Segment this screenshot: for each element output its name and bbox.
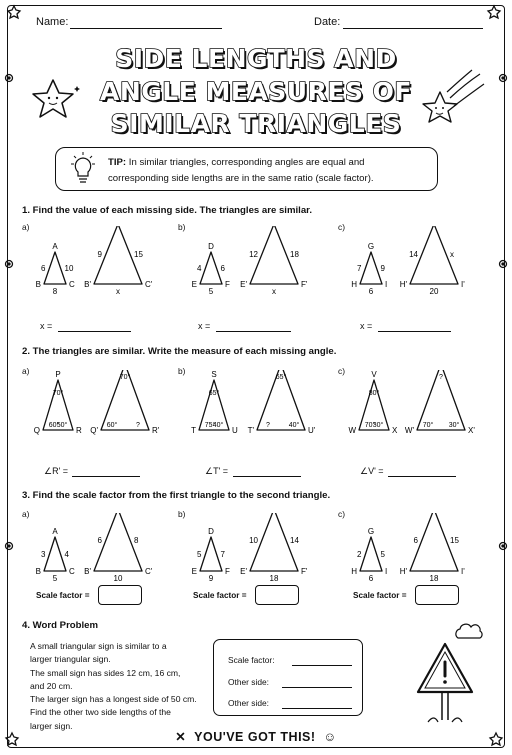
q3-small-side-right: 7: [220, 550, 225, 559]
cloud-icon: [450, 622, 490, 642]
scale-factor-answer-line[interactable]: [292, 665, 352, 666]
q3-large-side-right: 15: [450, 536, 459, 545]
smiley-icon: ☺: [315, 730, 337, 744]
q1-small-vertex-right: F: [225, 280, 230, 289]
q2-small-angle-right: 40°: [212, 422, 224, 429]
q1-answer-line[interactable]: [378, 331, 451, 332]
q2-large-angle-top: 65°: [275, 374, 287, 381]
q2-small-vertex-left: W: [348, 426, 356, 435]
shooting-star-icon: [420, 66, 490, 136]
q2-large-angle-top: 70°: [119, 374, 131, 381]
q3-large-side-right: 8: [134, 536, 139, 545]
q1-large-vertex-left: H': [399, 280, 407, 289]
q1-large-side-left: 12: [249, 250, 258, 259]
q1-small-vertex-left: E: [191, 280, 197, 289]
q2-small-vertex-right: X: [392, 426, 398, 435]
q1-answer-label: x =: [40, 321, 53, 331]
other-side-label: Other side:: [228, 698, 269, 708]
q1-large-vertex-right: F': [301, 280, 308, 289]
q2-large-angle-right: 30°: [448, 422, 460, 429]
q3-large-side-bottom: 10: [113, 574, 123, 583]
q2-large-angle-right: 40°: [288, 422, 300, 429]
q2-small-angle-top: 70°: [52, 390, 64, 397]
q1-small-vertex-right: C: [69, 280, 75, 289]
q2-answer-line[interactable]: [233, 476, 301, 477]
q3-small-vertex-top: A: [52, 527, 58, 536]
q3-scale-factor-label: Scale factor =: [353, 591, 407, 600]
q2-large-angle-top: ?: [439, 374, 443, 381]
word-problem-line: The larger sign has a longest side of 50 cm.: [30, 694, 197, 705]
q3-small-vertex-left: B: [35, 567, 41, 576]
q3-part-diagram: [178, 513, 328, 593]
q2-small-angle-left: 75°: [204, 422, 216, 429]
q3-large-side-right: 14: [290, 536, 299, 545]
q3-part-letter: a): [22, 509, 30, 519]
footer-banner: [0, 729, 512, 744]
q3-part-letter: c): [338, 509, 345, 519]
q3-small-side-left: 5: [197, 550, 202, 559]
tip-label: TIP:: [108, 157, 127, 168]
q1-small-side-left: 7: [357, 264, 362, 273]
word-problem-line: The small sign has sides 12 cm, 16 cm,: [30, 667, 181, 678]
q2-large-vertex-left: Q': [90, 426, 98, 435]
q2-part-diagram: [178, 370, 328, 450]
q2-part-letter: c): [338, 366, 345, 376]
q1-small-side-right: 10: [64, 264, 74, 273]
q3-small-vertex-top: G: [367, 527, 375, 536]
q1-small-triangle: [360, 252, 382, 284]
q1-large-vertex-right: C': [145, 280, 153, 289]
word-problem-line: A small triangular sign is similar to a: [30, 641, 167, 651]
q2-large-vertex-left: T': [247, 426, 254, 435]
q1-small-vertex-left: H: [351, 280, 357, 289]
word-problem-line: larger triangular sign.: [30, 654, 111, 665]
title-line-2: ANGLE MEASURES OF: [100, 77, 412, 106]
q1-small-side-left: 6: [41, 264, 46, 273]
q1-large-vertex-left: E': [240, 280, 247, 289]
q1-large-side-bottom: x: [272, 287, 276, 296]
q3-scale-factor-label: Scale factor =: [193, 591, 247, 600]
q2-answer-label: ∠V' =: [360, 466, 384, 476]
q3-small-triangle: [200, 537, 222, 571]
q1-answer-line[interactable]: [216, 331, 291, 332]
q1-part-diagram: [178, 226, 328, 306]
lightbulb-icon: [68, 152, 98, 186]
q2-part-letter: b): [178, 366, 186, 376]
q2-small-vertex-right: U: [232, 426, 238, 435]
q3-large-vertex-left: E': [240, 567, 247, 576]
q3-large-vertex-left: H': [399, 567, 407, 576]
q1-small-triangle: [44, 252, 66, 284]
q2-small-vertex-left: T: [191, 426, 196, 435]
q1-large-side-bottom: x: [116, 287, 120, 296]
q3-small-triangle: [44, 537, 66, 571]
q1-large-side-left: 14: [409, 250, 418, 259]
word-problem-line: and 20 cm.: [30, 680, 73, 691]
q1-small-triangle: [200, 252, 222, 284]
q3-part-diagram: [22, 513, 172, 593]
q1-large-vertex-left: B': [84, 280, 91, 289]
word-problem-text: [30, 640, 210, 733]
q1-large-side-left: 9: [97, 250, 102, 259]
q3-large-side-bottom: 18: [269, 574, 279, 583]
q3-part-diagram: [338, 513, 488, 593]
q2-small-angle-right: 50°: [56, 422, 68, 429]
q2-small-vertex-right: R: [76, 426, 82, 435]
q3-small-side-bottom: 6: [368, 574, 374, 583]
name-label: Name:: [36, 16, 69, 28]
q1-answer-label: x =: [198, 321, 211, 331]
q3-part-letter: b): [178, 509, 186, 519]
q1-answer-label: x =: [360, 321, 373, 331]
q2-small-angle-top: 65°: [208, 390, 220, 397]
q1-small-vertex-top: D: [208, 242, 214, 251]
q3-large-side-bottom: 18: [429, 574, 439, 583]
q2-small-vertex-left: Q: [33, 426, 40, 435]
q1-large-vertex-right: I': [461, 280, 465, 289]
date-label: Date:: [314, 16, 341, 28]
q2-large-angle-right: ?: [136, 422, 140, 429]
word-problem-line: Find the other two side lengths of the: [30, 707, 171, 718]
scale-factor-label: Scale factor:: [228, 655, 275, 665]
q3-small-vertex-top: D: [208, 527, 214, 536]
q2-small-angle-left: 60°: [48, 422, 60, 429]
word-problem-line: larger sign.: [30, 720, 73, 731]
q3-scale-factor-box[interactable]: [415, 585, 459, 605]
q2-large-angle-left: ?: [266, 422, 270, 429]
q2-answer-label: ∠R' =: [44, 466, 69, 476]
q2-large-vertex-right: U': [308, 426, 316, 435]
q1-part-letter: a): [22, 222, 30, 232]
footer-text: YOU'VE GOT THIS!: [194, 730, 316, 744]
date-field[interactable]: [343, 28, 483, 29]
q1-small-side-right: 6: [220, 264, 225, 273]
q1-small-side-bottom: 6: [368, 287, 374, 296]
q1-part-letter: b): [178, 222, 186, 232]
q3-heading: 3. Find the scale factor from the first triangle to the second triangle.: [22, 490, 331, 501]
other-side-label: Other side:: [228, 677, 269, 687]
warning-sign-icon: [410, 640, 480, 730]
q2-part-letter: a): [22, 366, 30, 376]
q3-large-vertex-right: I': [461, 567, 465, 576]
q1-small-side-left: 4: [197, 264, 202, 273]
q2-small-angle-right: 30°: [372, 422, 384, 429]
q3-small-side-bottom: 5: [52, 574, 58, 583]
other-side-answer-line[interactable]: [282, 687, 352, 688]
tip-text: [108, 155, 426, 187]
q1-small-vertex-left: B: [35, 280, 41, 289]
q3-small-side-right: 5: [380, 550, 385, 559]
tip-box: [55, 147, 438, 191]
q2-small-vertex-top: P: [55, 370, 61, 379]
q3-small-side-left: 2: [357, 550, 362, 559]
q2-answer-line[interactable]: [72, 476, 140, 477]
q3-small-triangle: [360, 537, 382, 571]
q2-large-vertex-left: W': [404, 426, 414, 435]
title-line-3: SIMILAR TRIANGLES: [110, 109, 402, 138]
q2-large-angle-left: 70°: [422, 422, 434, 429]
q1-large-side-right: 18: [290, 250, 299, 259]
q1-answer-line[interactable]: [58, 331, 131, 332]
q2-part-diagram: [338, 370, 488, 450]
q3-small-vertex-right: I: [385, 567, 388, 576]
q1-large-side-bottom: 20: [429, 287, 439, 296]
q1-part-diagram: [338, 226, 488, 306]
q3-scale-factor-box[interactable]: [98, 585, 142, 605]
other-side-answer-line[interactable]: [282, 708, 352, 709]
smiling-star-icon: [28, 76, 88, 126]
q2-large-vertex-right: R': [152, 426, 160, 435]
q3-small-vertex-right: F: [225, 567, 230, 576]
q1-small-vertex-top: A: [52, 242, 58, 251]
q2-small-angle-left: 70°: [364, 422, 376, 429]
q2-small-angle-top: 80°: [368, 390, 380, 397]
q3-large-vertex-right: F': [301, 567, 308, 576]
q2-small-vertex-top: S: [211, 370, 217, 379]
q3-small-vertex-left: E: [191, 567, 197, 576]
q1-large-side-right: 15: [134, 250, 143, 259]
q2-heading: 2. The triangles are similar. Write the measure of each missing angle.: [22, 346, 337, 357]
q3-large-side-left: 10: [249, 536, 258, 545]
q2-part-diagram: [22, 370, 172, 450]
q2-small-vertex-top: V: [371, 370, 377, 379]
q1-small-side-bottom: 8: [52, 287, 58, 296]
q3-small-side-bottom: 9: [208, 574, 214, 583]
q1-small-vertex-right: I: [385, 280, 388, 289]
q1-heading: 1. Find the value of each missing side. The triangles are similar.: [22, 205, 313, 216]
q3-large-side-left: 6: [413, 536, 418, 545]
q3-large-side-left: 6: [97, 536, 102, 545]
q4-heading: 4. Word Problem: [22, 620, 99, 631]
title-line-1: SIDE LENGTHS AND: [115, 44, 397, 73]
name-field[interactable]: [70, 28, 222, 29]
q1-large-side-right: x: [450, 250, 454, 259]
q3-small-side-right: 4: [64, 550, 69, 559]
q3-scale-factor-box[interactable]: [255, 585, 299, 605]
q3-scale-factor-label: Scale factor =: [36, 591, 90, 600]
q2-answer-label: ∠T' =: [205, 466, 229, 476]
q1-small-side-bottom: 5: [208, 287, 214, 296]
q2-large-angle-left: 60°: [106, 422, 118, 429]
q1-part-diagram: [22, 226, 172, 306]
q3-small-vertex-left: H: [351, 567, 357, 576]
q1-small-vertex-top: G: [367, 242, 375, 251]
tip-body: In similar triangles, corresponding angles are equal and corresponding side lengths are in the same ratio (scale factor).: [108, 157, 374, 184]
word-problem-answer-box: [213, 639, 363, 716]
q3-small-vertex-right: C: [69, 567, 75, 576]
footer-decoration-left: ✕: [175, 730, 195, 744]
q1-part-letter: c): [338, 222, 345, 232]
q3-large-vertex-right: C': [145, 567, 153, 576]
q2-answer-line[interactable]: [388, 476, 456, 477]
q3-large-vertex-left: B': [84, 567, 91, 576]
q3-small-side-left: 3: [41, 550, 46, 559]
q2-large-vertex-right: X': [468, 426, 475, 435]
q1-small-side-right: 9: [380, 264, 385, 273]
